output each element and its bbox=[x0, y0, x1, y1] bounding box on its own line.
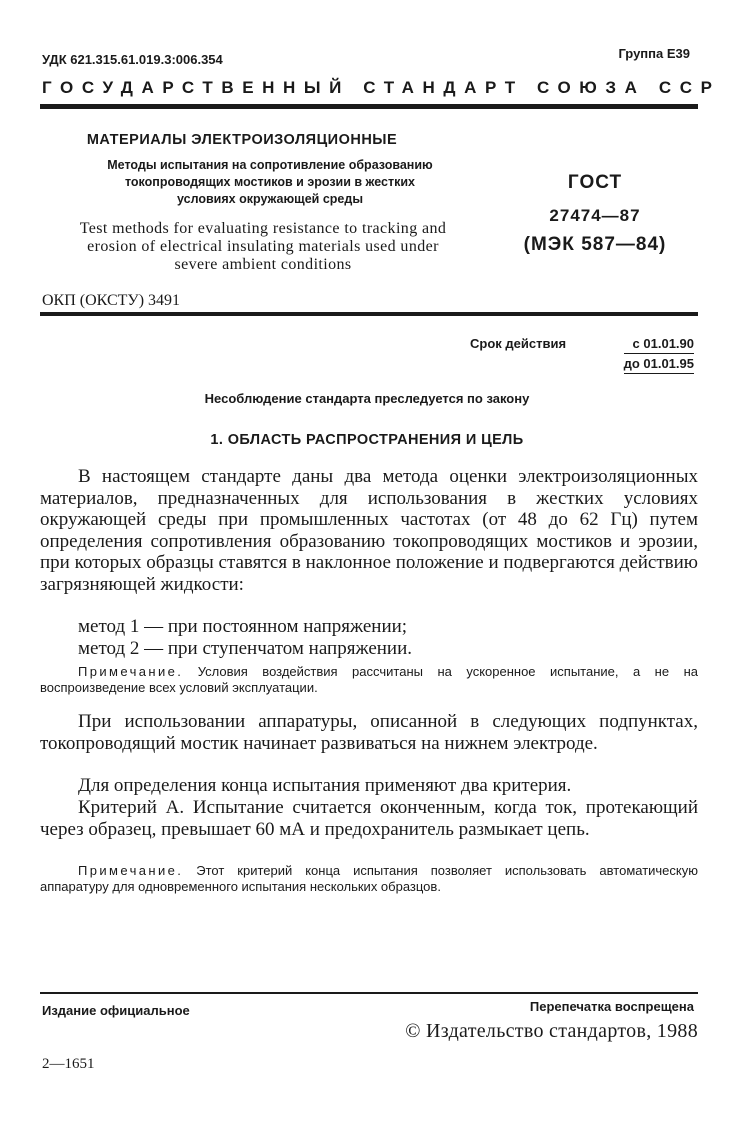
paragraph-criteria: Для определения конца испытания применяют два критерия. bbox=[78, 775, 572, 796]
method-1: метод 1 — при постоянном напряжении; bbox=[78, 616, 408, 637]
iec-number: (МЭК 587—84) bbox=[523, 234, 667, 255]
gost-number: 27474—87 bbox=[549, 206, 641, 225]
english-title-line: Test methods for evaluating resistance to tracking and bbox=[79, 220, 447, 237]
english-title bbox=[36, 220, 490, 274]
state-standard-heading: ГОСУДАРСТВЕННЫЙ СТАНДАРТ СОЮЗА ССР bbox=[42, 78, 721, 97]
law-notice: Несоблюдение стандарта преследуется по закону bbox=[204, 391, 530, 406]
section-title: 1. ОБЛАСТЬ РАСПРОСТРАНЕНИЯ И ЦЕЛЬ bbox=[210, 432, 524, 448]
footer-rule bbox=[40, 992, 698, 994]
group-code: Группа Е39 bbox=[618, 46, 690, 61]
gost-label: ГОСТ bbox=[567, 172, 623, 193]
subtitle-line: токопроводящих мостиков и эрозии в жестких bbox=[124, 175, 416, 189]
note-2 bbox=[40, 863, 698, 895]
note-1 bbox=[40, 664, 698, 696]
note-text: Этот критерий конца испытания позволяет использовать автоматическую аппаратуру для одновременного испытания нескольких образцов. bbox=[40, 863, 698, 894]
official-edition: Издание официальное bbox=[42, 1003, 190, 1018]
validity-to: до 01.01.95 bbox=[624, 354, 694, 374]
print-code: 2—1651 bbox=[42, 1056, 95, 1072]
header-rule bbox=[40, 104, 698, 109]
english-title-line: erosion of electrical insulating materials used under bbox=[87, 238, 439, 255]
paragraph-criterion-a: Критерий А. Испытание считается оконченным, когда ток, протекающий через образец, превышает 60 мА и предохранитель размыкает цепь. bbox=[40, 797, 698, 840]
gost-designation bbox=[500, 172, 690, 256]
reprint-prohibited: Перепечатка воспрещена bbox=[529, 999, 694, 1014]
okp-rule bbox=[40, 312, 698, 316]
note-text: Условия воздействия рассчитаны на ускоренное испытание, а не на воспроизведение всех условий эксплуатации. bbox=[40, 664, 698, 695]
copyright: © Издательство стандартов, 1988 bbox=[405, 1020, 698, 1042]
validity-dates bbox=[624, 334, 694, 374]
document-subtitle bbox=[42, 157, 498, 208]
udk-code: УДК 621.315.61.019.3:006.354 bbox=[42, 52, 223, 67]
subtitle-line: Методы испытания на сопротивление образованию bbox=[107, 158, 433, 172]
subtitle-line: условиях окружающей среды bbox=[176, 192, 363, 206]
document-title: МАТЕРИАЛЫ ЭЛЕКТРОИЗОЛЯЦИОННЫЕ bbox=[86, 132, 398, 148]
validity-label: Срок действия bbox=[470, 336, 567, 351]
method-2: метод 2 — при ступенчатом напряжении. bbox=[78, 638, 413, 659]
okp-code: ОКП (ОКСТУ) 3491 bbox=[42, 292, 181, 309]
note-label: Примечание. bbox=[78, 664, 184, 679]
note-label: Примечание. bbox=[78, 863, 184, 878]
validity-from: с 01.01.90 bbox=[624, 334, 694, 354]
english-title-line: severe ambient conditions bbox=[174, 256, 352, 273]
paragraph-apparatus: При использовании аппаратуры, описанной в следующих подпунктах, токопроводящий мостик начинает развиваться на нижнем электроде. bbox=[40, 711, 698, 754]
paragraph-scope: В настоящем стандарте даны два метода оценки электроизоляционных материалов, предназначенных для использования в жестких условиях окружающей среды при промышленных частотах (от 48 до 62 Гц) путем определения сопротивления образованию токопроводящих мостиков и эрозии, при которых образцы ставятся в наклонное положение и подвергаются действию загрязняющей жидкости: bbox=[40, 466, 698, 595]
